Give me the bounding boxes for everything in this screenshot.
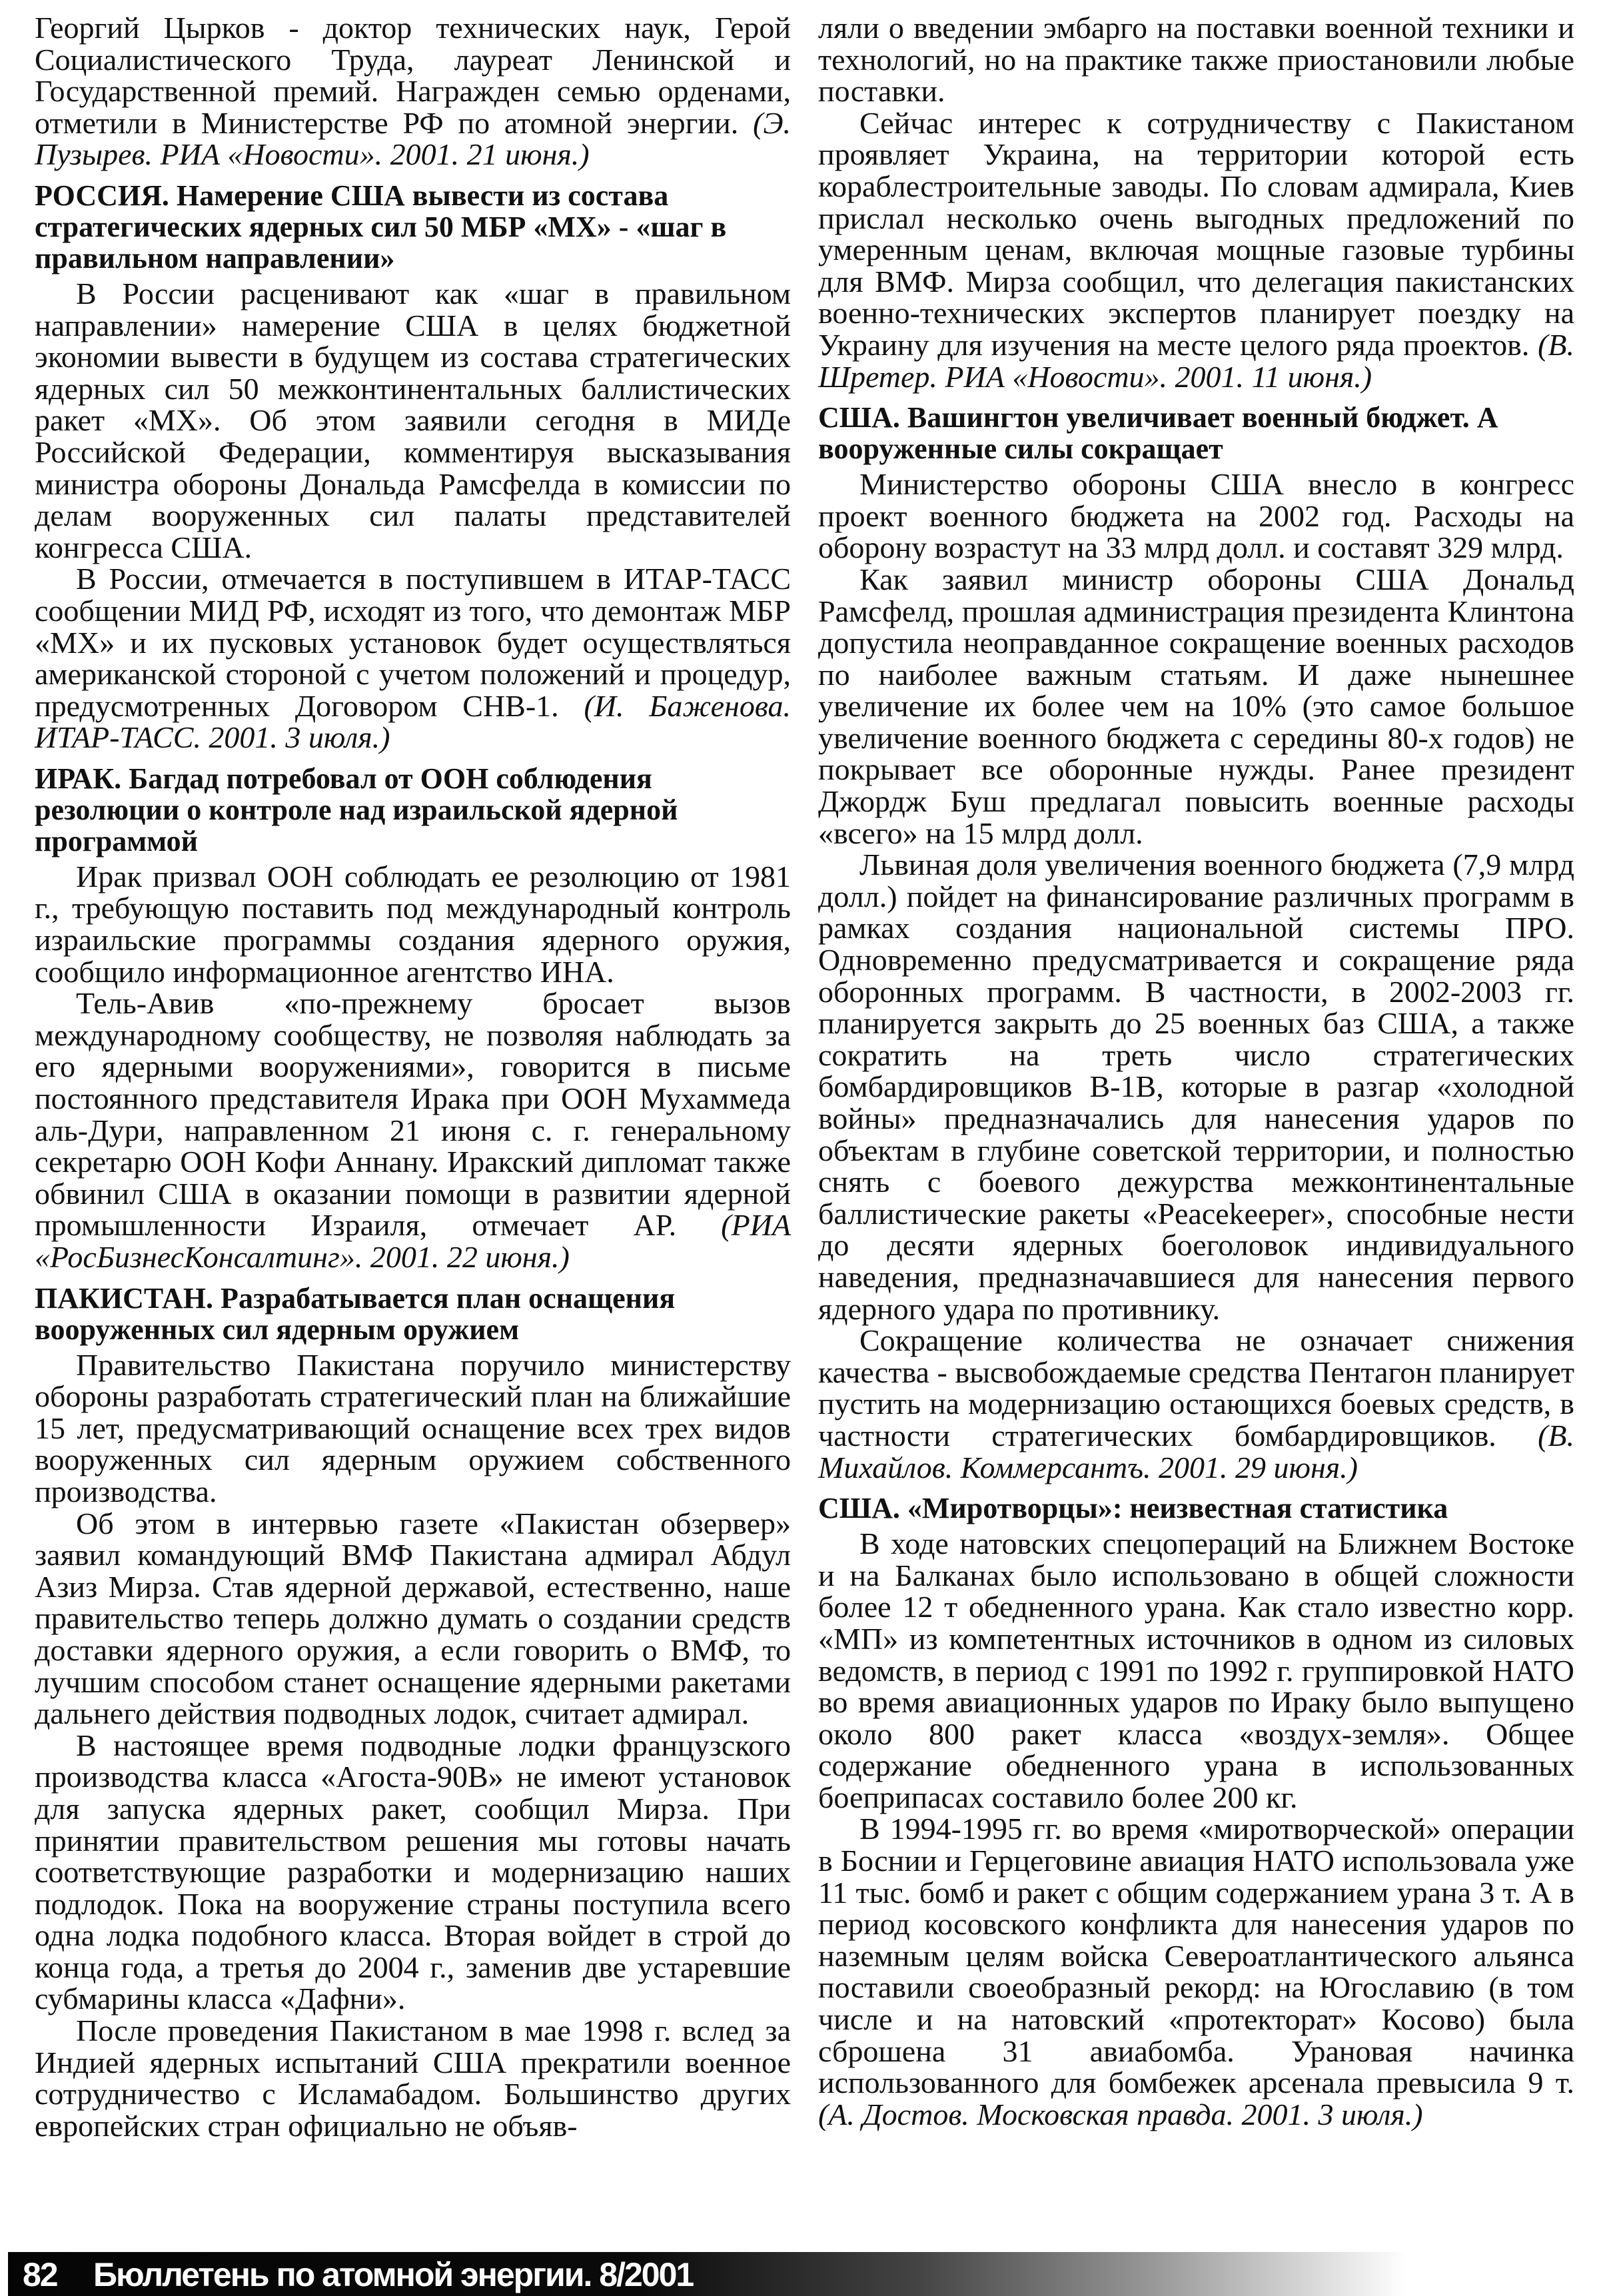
- paragraph: [818, 1325, 1574, 1483]
- source-citation: (А. Достов. Московская правда. 2001. 3 июля.): [818, 2097, 1423, 2131]
- paragraph: Львиная доля увеличения военного бюджета (7,9 млрд долл.) пойдет на финансирование различных программ в рамках создания национальной системы ПРО. Одновременно предусматривается и сокращение ряда оборонных программ. В частности, в 2002-2003 гг. планируется закрыть до 25 военных баз США, а также сократить на треть число стратегических бомбардировщиков В-1В, которые в разгар «холодной войны» предназначались для нанесения ударов по объектам в глубине советской территории, и полностью снять с боевого дежурства межконтинентальные баллистические ракеты «Peacekeeper», способные нести до десяти ядерных боеголовок индивидуального наведения, предназначавшиеся для нанесения первого ядерного удара по противнику.: [818, 848, 1574, 1326]
- paragraph-text: Сокращение количества не означает снижения качества - высвобождаемые средства Пентагон планирует пустить на модернизацию остающихся боевых средств, в частности стратегических бомбардировщиков.: [818, 1323, 1574, 1452]
- article-title-iraq: ИРАК. Багдад потребовал от ООН соблюдения резолюции о контроле над израильской ядерной программой: [35, 762, 678, 858]
- paragraph-text: Тель-Авив «по-прежнему бросает вызов международному сообществу, не позволяя наблюдать за его ядерными вооружениями», говорится в письме постоянного представителя Ирака при ООН Мухаммеда аль-Дури, направленном 21 июня с. г. генеральному секретарю ООН Кофи Аннану. Иракский дипломат также обвинил США в оказании помощи в развитии ядерной промышленности Израиля, отмечает АР.: [35, 986, 791, 1243]
- paragraph: ляли о введении эмбарго на поставки военной техники и технологий, но на практике также приостановили любые поставки.: [818, 11, 1574, 109]
- paragraph: В настоящее время подводные лодки французского производства класса «Агоста-90В» не имеют установок для запуска ядерных ракет, сообщил Мирза. При принятии правительством решения мы готовы начать соответствующие разработки и модернизацию наших подлодок. Пока на вооружение страны поступила всего одна лодка подобного класса. Вторая войдет в строй до конца года, а третья до 2004 г., заменив две устаревшие субмарины класса «Дафни».: [35, 1728, 791, 2016]
- paragraph-text: В 1994-1995 гг. во время «миротворческой» операции в Боснии и Герцеговине авиация НАТО использовала уже 11 тыс. бомб и ракет с общим содержанием урана 3 т. А в период косовского конфликта для нанесения ударов по наземным целям войска Североатлантического альянса поставили своеобразный рекорд: на Югославию (в том числе и на натовский «протекторат» Косово) была сброшена 31 авиабомба. Урановая начинка использованного для бомбежек арсенала превысила 9 т.: [818, 1812, 1574, 2100]
- paragraph: После проведения Пакистаном в мае 1998 г. вслед за Индией ядерных испытаний США прекратили военное сотрудничество с Исламабадом. Большинство других европейских стран официально не объяв-: [35, 2013, 791, 2143]
- paragraph: [35, 12, 791, 171]
- right-column: [818, 12, 1574, 2130]
- paragraph: Как заявил министр обороны США Дональд Рамсфелд, прошлая администрация президента Клинтона допустила неоправданное сокращение военных расходов по наиболее важным статьям. И даже нынешнее увеличение их более чем на 10% (это самое большое увеличение военного бюджета с середины 80-х годов) не покрывает все оборонные нужды. Ранее президент Джордж Буш предлагал повысить военные расходы «всего» на 15 млрд долл.: [818, 562, 1574, 850]
- paragraph: Об этом в интервью газете «Пакистан обзервер» заявил командующий ВМФ Пакистана адмирал Абдул Азиз Мирза. Став ядерной державой, естественно, наше правительство теперь должно думать о создании средств доставки ядерного оружия, а если говорить о ВМФ, то лучшим способом станет оснащение ядерными ракетами дальнего действия подводных лодок, считает адмирал.: [35, 1506, 791, 1731]
- page-footer: [8, 2252, 1407, 2296]
- source-citation: (Э. Пузырев. РИА «Новости». 2001. 21 июня.): [35, 105, 792, 172]
- source-citation: (В. Михайлов. Коммерсантъ. 2001. 29 июня.): [818, 1418, 1574, 1484]
- paragraph: [818, 107, 1574, 392]
- page-number: 82: [23, 2256, 57, 2293]
- paragraph: В России расценивают как «шаг в правильном направлении» намерение США в целях бюджетной экономии вывести в будущем из состава стратегических ядерных сил 50 межконтинентальных баллистических ракет «МХ». Об этом заявили сегодня в МИДе Российской Федерации, комментируя высказывания министра обороны Дональда Рамсфелда в комиссии по делам вооруженных сил палаты представителей конгресса США.: [35, 276, 791, 564]
- paragraph: Правительство Пакистана поручило министерству обороны разработать стратегический план на ближайшие 15 лет, предусматривающий оснащение всех трех видов вооруженных сил ядерным оружием собственного производства.: [35, 1347, 791, 1508]
- article-title-russia: РОССИЯ. Намерение США вывести из состава стратегических ядерных сил 50 МБР «МХ» - «шаг в правильном направлении»: [35, 179, 727, 275]
- source-citation: (В. Шретер. РИА «Новости». 2001. 11 июня.): [818, 327, 1574, 394]
- paragraph-text: В России, отмечается в поступившем в ИТАР-ТАСС сообщении МИД РФ, исходят из того, что демонтаж МБР «МХ» и их пусковых установок будет осуществляться американской стороной с учетом положений и процедур, предусмотренных Договором СНВ-1.: [35, 562, 791, 723]
- paragraph: Министерство обороны США внесло в конгресс проект военного бюджета на 2002 год. Расходы на оборону возрастут на 33 млрд долл. и составят 329 млрд.: [818, 467, 1574, 565]
- paragraph-text: Сейчас интерес к сотрудничеству с Пакистаном проявляет Украина, на территории которой есть кораблестроительные заводы. По словам адмирала, Киев прислал несколько очень выгодных предложений по умеренным ценам, включая мощные газовые турбины для ВМФ. Мирза сообщил, что делегация пакистанских военно-технических экспертов планирует поездку на Украину для изучения на месте целого ряда проектов.: [818, 105, 1574, 362]
- journal-title: Бюллетень по атомной энергии. 8/2001: [93, 2256, 694, 2293]
- article-title-usa-budget: США. Вашингтон увеличивает военный бюджет. А вооруженные силы сокращает: [818, 401, 1498, 466]
- paragraph-text: Георгий Цырков - доктор технических наук, Герой Социалистического Труда, лауреат Ленинской и Государственной премий. Награжден семью орденами, отметили в Министерстве РФ по атомной энергии.: [35, 11, 791, 140]
- paragraph: [35, 987, 791, 1273]
- source-citation: (РИА «РосБизнесКонсалтинг». 2001. 22 июня.): [35, 1208, 792, 1274]
- article-title-usa-peacekeepers: США. «Миротворцы»: неизвестная статистика: [818, 1492, 1448, 1525]
- paragraph: В ходе натовских спецопераций на Ближнем Востоке и на Балканах было использовано в общей сложности более 12 т обедненного урана. Как стало известно корр. «МП» из компетентных источников в одном из силовых ведомств, в период с 1991 по 1992 г. группировкой НАТО во время авиационных ударов по Ираку было выпущено около 800 ракет класса «воздух-земля». Общее содержание обедненного урана в использованных боеприпасах составило более 200 кг.: [818, 1526, 1574, 1814]
- source-citation: (И. Баженова. ИТАР-ТАСС. 2001. 3 июля.): [35, 688, 791, 755]
- article-title-pakistan: ПАКИСТАН. Разрабатывается план оснащения вооруженных сил ядерным оружием: [35, 1281, 676, 1346]
- paragraph: [818, 1813, 1574, 2130]
- paragraph: [35, 563, 791, 754]
- left-column: [35, 12, 791, 2141]
- paragraph: Ирак призвал ООН соблюдать ее резолюцию от 1981 г., требующую поставить под международный контроль израильские программы создания ядерного оружия, сообщило информационное агентство ИНА.: [35, 859, 791, 989]
